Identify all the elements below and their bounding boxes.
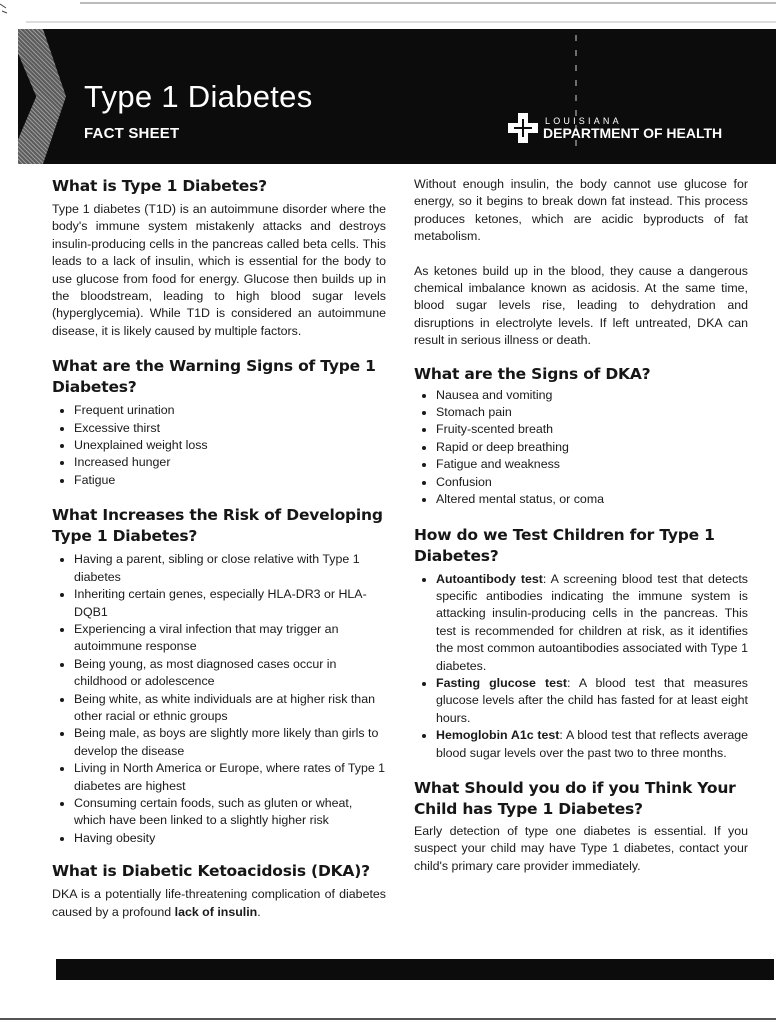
scan-top-edge xyxy=(0,0,776,26)
list-item: • Being male, as boys are slightly more likely than girls to develop the disease xyxy=(74,725,386,760)
section-body-dka: DKA is a potentially life-threatening complication of diabetes caused by a profound lack of insulin. xyxy=(52,887,386,919)
list-item: • Being white, as white individuals are at higher risk than other racial or ethnic groups xyxy=(74,691,386,726)
section-title-dka-signs: What are the Signs of DKA? xyxy=(414,364,651,383)
list-item: • Fruity-scented breath xyxy=(436,421,748,438)
list-item: • Inheriting certain genes, especially HLA-DR3 or HLA-DQB1 xyxy=(74,586,386,621)
list-item: • Consuming certain foods, such as gluten or wheat, which have been linked to a slightly higher risk xyxy=(74,795,386,830)
dka-paragraph-2: As ketones build up in the blood, they cause a dangerous chemical imbalance known as acidosis. At the same time, blood sugar levels rise, leading to dehydration and disruptions in electrolyte levels. If left untreated, DKA can result in serious illness or death. xyxy=(414,263,748,348)
list-item: • Unexplained weight loss xyxy=(74,437,386,454)
list-item: • Rapid or deep breathing xyxy=(436,439,748,456)
test-name: Fasting glucose test xyxy=(436,675,568,690)
org-name: DEPARTMENT OF HEALTH xyxy=(543,125,723,141)
section-title-what-is-t1d: What is Type 1 Diabetes? xyxy=(52,177,267,195)
section-title-risk-factors: What Increases the Risk of Developing Type 1 Diabetes? xyxy=(52,506,383,546)
section-title-what-to-do: What Should you do if you Think Your Child has Type 1 Diabetes? xyxy=(414,778,736,818)
test-name: Hemoglobin A1c test xyxy=(436,728,560,743)
list-item: • Autoantibody test: A screening blood test that detects specific antibodies indicating the immune system is attacking insulin-producing cells in the pancreas. This test is recommended for children at risk, as it identifies the most common autoantibodies associated with Type 1 diabetes. xyxy=(436,571,748,675)
section-title-dka: What is Diabetic Ketoacidosis (DKA)? xyxy=(52,862,370,881)
list-item: • Experiencing a viral infection that may trigger an autoimmune response xyxy=(74,621,386,656)
list-item: • Stomach pain xyxy=(436,404,748,421)
list-item: • Having obesity xyxy=(74,830,386,847)
right-column xyxy=(414,170,748,875)
list-item: • Excessive thirst xyxy=(74,420,386,437)
page-title: Type 1 Diabetes xyxy=(84,79,313,114)
list-item: • Frequent urination xyxy=(74,402,386,419)
page-subtitle: FACT SHEET xyxy=(84,125,180,142)
scan-bottom-edge xyxy=(0,1018,776,1020)
emphasis-lack-of-insulin: lack of insulin xyxy=(174,904,258,919)
dka-signs-list xyxy=(414,387,748,509)
list-item: • Fatigue and weakness xyxy=(436,456,748,473)
section-title-warning-signs: What are the Warning Signs of Type 1 Diabetes? xyxy=(52,357,376,397)
section-body-what-is-t1d: Type 1 diabetes (T1D) is an autoimmune disorder where the body's immune system mistakenly attacks and destroys insulin-producing cells in the pancreas called beta cells. This leads to a lack of insulin, which is essential for the body to use glucose from food for energy. Glucose then builds up in the bloodstream, leading to high blood sugar levels (hyperglycemia). While T1D is considered an autoimmune disease, it is likely caused by multiple factors. xyxy=(52,202,386,338)
footer-bar xyxy=(56,959,774,980)
list-item: • Nausea and vomiting xyxy=(436,387,748,404)
health-cross-icon xyxy=(508,113,538,143)
list-item: • Confusion xyxy=(436,474,748,491)
warning-signs-list xyxy=(52,402,386,489)
list-item: • Living in North America or Europe, where rates of Type 1 diabetes are highest xyxy=(74,760,386,795)
testing-list xyxy=(414,571,748,762)
list-item: • Fasting glucose test: A blood test that measures glucose levels after the child has fasted for at least eight hours. xyxy=(436,675,748,727)
list-item: • Hemoglobin A1c test: A blood test that reflects average blood sugar levels over the past two to three months. xyxy=(436,727,748,762)
chevron-graphic xyxy=(18,29,66,164)
dka-paragraph-1: Without enough insulin, the body cannot use glucose for energy, so it begins to break down fat instead. This process produces ketones, which are acidic byproducts of fat metabolism. xyxy=(414,177,748,244)
test-name: Autoantibody test xyxy=(436,571,543,586)
left-column xyxy=(52,170,386,921)
header-banner xyxy=(18,29,776,164)
list-item: • Being young, as most diagnosed cases occur in childhood or adolescence xyxy=(74,656,386,691)
risk-factors-list xyxy=(52,551,386,847)
org-state: LOUISIANA xyxy=(545,116,622,126)
list-item: • Fatigue xyxy=(74,472,386,489)
section-body-what-to-do: Early detection of type one diabetes is essential. If you suspect your child may have Type 1 diabetes, contact your child's primary care provider immediately. xyxy=(414,823,748,873)
section-title-testing: How do we Test Children for Type 1 Diabetes? xyxy=(414,525,715,565)
list-item: • Altered mental status, or coma xyxy=(436,491,748,508)
list-item: • Increased hunger xyxy=(74,454,386,471)
list-item: • Having a parent, sibling or close relative with Type 1 diabetes xyxy=(74,551,386,586)
